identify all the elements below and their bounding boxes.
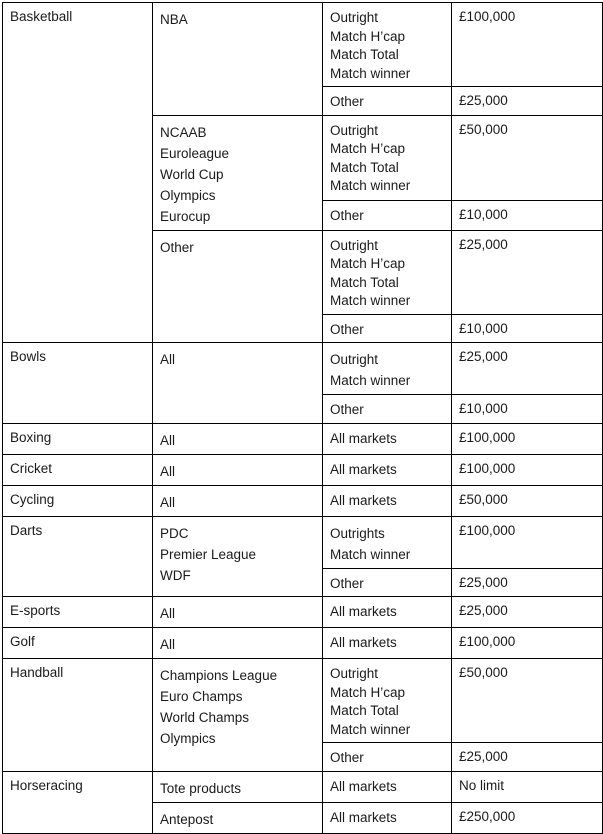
markets-cell xyxy=(323,802,452,833)
markets-cell xyxy=(323,201,452,230)
market-name: Match winner xyxy=(330,65,411,81)
sport-cell xyxy=(3,597,153,628)
markets-cell xyxy=(323,628,452,659)
competition-name: All xyxy=(160,463,176,479)
limit-cell xyxy=(452,743,603,772)
markets-cell xyxy=(323,597,452,628)
limit-cell xyxy=(452,423,603,454)
competition-cell xyxy=(153,659,323,772)
competition-cell xyxy=(153,771,323,802)
table-row xyxy=(3,628,603,659)
market-name: Outright xyxy=(330,352,379,367)
limit-cell xyxy=(452,771,603,802)
market-name: All markets xyxy=(330,430,397,446)
market-name: Match H’cap xyxy=(330,28,406,44)
table-row xyxy=(3,659,603,743)
sport-name: Darts xyxy=(10,522,43,538)
limit-value: £100,000 xyxy=(459,522,516,538)
competition-name: PDC xyxy=(160,525,189,541)
competition-name: Euro Champs xyxy=(160,689,243,704)
market-name: Outright xyxy=(330,237,379,253)
market-name: Other xyxy=(330,750,364,765)
limit-value: £50,000 xyxy=(459,665,508,680)
limit-value: £10,000 xyxy=(459,401,508,416)
limit-value: £25,000 xyxy=(459,93,508,108)
market-name: Match Total xyxy=(330,703,399,718)
competition-name: NBA xyxy=(160,12,188,27)
sport-name: Horseracing xyxy=(10,777,83,793)
market-name: Outright xyxy=(330,10,379,25)
competition-name: World Champs xyxy=(160,710,250,725)
limit-value: £25,000 xyxy=(459,236,508,252)
market-name: Match winner xyxy=(330,293,411,308)
markets-cell xyxy=(323,516,452,568)
competition-name: NCAAB xyxy=(160,124,207,140)
table-row xyxy=(3,516,603,568)
sport-name: Boxing xyxy=(10,429,52,445)
limit-cell xyxy=(452,568,603,597)
markets-cell xyxy=(323,115,452,201)
sport-name: Cycling xyxy=(10,491,55,507)
competition-name: Antepost xyxy=(160,811,214,827)
limit-cell xyxy=(452,597,603,628)
sport-cell xyxy=(3,485,153,516)
competition-cell xyxy=(153,115,323,230)
limit-cell xyxy=(452,395,603,424)
table-row xyxy=(3,597,603,628)
competition-name: Champions League xyxy=(160,668,278,683)
market-name: All markets xyxy=(330,635,397,650)
sport-cell xyxy=(3,454,153,485)
table-row xyxy=(3,485,603,516)
competition-name: WDF xyxy=(160,567,191,583)
competition-cell xyxy=(153,597,323,628)
limit-cell xyxy=(452,115,603,201)
competition-name: Tote products xyxy=(160,780,242,796)
market-name: Other xyxy=(330,321,364,337)
market-name: Match winner xyxy=(330,546,411,562)
competition-cell xyxy=(153,802,323,833)
competition-name: Eurocup xyxy=(160,208,211,224)
sport-cell xyxy=(3,423,153,454)
sport-cell xyxy=(3,3,153,343)
limit-value: £50,000 xyxy=(459,121,508,137)
limit-cell xyxy=(452,3,603,87)
limit-value: £25,000 xyxy=(459,349,508,364)
competition-name: All xyxy=(160,352,176,367)
competition-cell xyxy=(153,516,323,597)
limit-cell xyxy=(452,314,603,343)
market-name: All markets xyxy=(330,809,397,825)
sport-cell xyxy=(3,628,153,659)
markets-cell xyxy=(323,568,452,597)
markets-cell xyxy=(323,743,452,772)
table-row xyxy=(3,771,603,802)
limit-value: £50,000 xyxy=(459,491,508,507)
limit-value: £100,000 xyxy=(459,429,516,445)
table-row xyxy=(3,3,603,87)
sport-cell xyxy=(3,771,153,833)
competition-name: Olympics xyxy=(160,187,216,203)
markets-cell xyxy=(323,395,452,424)
market-name: Match Total xyxy=(330,47,399,62)
market-name: Outrights xyxy=(330,525,385,541)
limit-value: £100,000 xyxy=(459,460,516,476)
competition-name: All xyxy=(160,494,176,510)
limit-cell xyxy=(452,802,603,833)
market-name: Match winner xyxy=(330,721,411,737)
competition-cell xyxy=(153,628,323,659)
limit-cell xyxy=(452,87,603,116)
market-name: Match winner xyxy=(330,178,411,193)
limit-value: £10,000 xyxy=(459,207,508,223)
competition-name: All xyxy=(160,432,176,448)
market-name: Other xyxy=(330,575,364,591)
market-name: Match H’cap xyxy=(330,684,406,700)
limit-value: £25,000 xyxy=(459,603,508,618)
limit-cell xyxy=(452,628,603,659)
limit-value: £100,000 xyxy=(459,634,516,649)
markets-cell xyxy=(323,343,452,395)
competition-cell xyxy=(153,485,323,516)
markets-cell xyxy=(323,423,452,454)
market-name: All markets xyxy=(330,778,397,794)
markets-cell xyxy=(323,771,452,802)
market-name: All markets xyxy=(330,604,397,619)
sport-cell xyxy=(3,516,153,597)
limit-cell xyxy=(452,201,603,230)
sport-name: Handball xyxy=(10,665,64,680)
market-name: Other xyxy=(330,94,364,109)
limit-cell xyxy=(452,454,603,485)
limit-cell xyxy=(452,485,603,516)
limit-cell xyxy=(452,659,603,743)
limit-value: £250,000 xyxy=(459,808,516,824)
markets-cell xyxy=(323,87,452,116)
markets-cell xyxy=(323,3,452,87)
markets-cell xyxy=(323,454,452,485)
competition-cell xyxy=(153,454,323,485)
market-name: Match winner xyxy=(330,373,411,388)
table-row xyxy=(3,454,603,485)
competition-name: Other xyxy=(160,239,194,255)
sport-cell xyxy=(3,659,153,772)
markets-cell xyxy=(323,230,452,314)
sport-name: Bowls xyxy=(10,349,47,364)
market-name: All markets xyxy=(330,461,397,477)
limit-cell xyxy=(452,343,603,395)
limit-value: £10,000 xyxy=(459,320,508,336)
competition-name: All xyxy=(160,637,176,652)
table-body xyxy=(3,3,603,834)
market-name: Other xyxy=(330,208,364,224)
market-name: Match Total xyxy=(330,159,399,175)
limit-value: £100,000 xyxy=(459,9,516,24)
competition-cell xyxy=(153,423,323,454)
market-name: Match Total xyxy=(330,274,399,290)
sport-name: Golf xyxy=(10,634,35,649)
competition-name: Premier League xyxy=(160,546,257,562)
competition-name: All xyxy=(160,606,176,621)
market-name: Outright xyxy=(330,666,379,681)
table-row xyxy=(3,343,603,395)
limit-cell xyxy=(452,516,603,568)
competition-cell xyxy=(153,3,323,116)
market-name: Match H’cap xyxy=(330,141,406,156)
competition-name: Euroleague xyxy=(160,145,230,161)
competition-name: World Cup xyxy=(160,166,224,182)
market-name: Outright xyxy=(330,122,379,138)
competition-name: Olympics xyxy=(160,731,216,746)
competition-cell xyxy=(153,230,323,343)
limit-cell xyxy=(452,230,603,314)
market-name: All markets xyxy=(330,492,397,508)
sport-name: Basketball xyxy=(10,9,73,24)
table-row xyxy=(3,423,603,454)
limit-value: £25,000 xyxy=(459,574,508,590)
market-name: Other xyxy=(330,402,364,417)
markets-cell xyxy=(323,314,452,343)
markets-cell xyxy=(323,659,452,743)
betting-limits-table xyxy=(2,2,603,834)
markets-cell xyxy=(323,485,452,516)
sport-cell xyxy=(3,343,153,424)
competition-cell xyxy=(153,343,323,424)
limit-value: £25,000 xyxy=(459,749,508,764)
sport-name: Cricket xyxy=(10,460,53,476)
sport-name: E-sports xyxy=(10,603,61,618)
market-name: Match H’cap xyxy=(330,256,406,271)
limit-value: No limit xyxy=(459,777,505,793)
